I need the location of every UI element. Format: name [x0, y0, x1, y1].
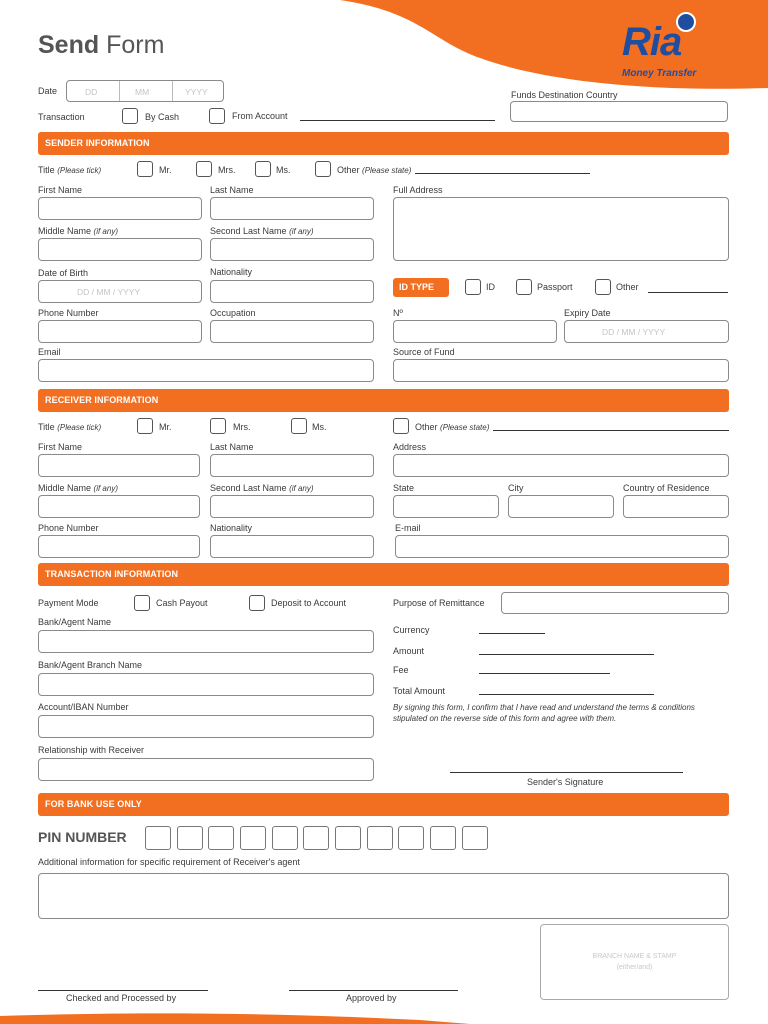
receiver-other-checkbox[interactable]	[393, 418, 409, 434]
payment-mode-label: Payment Mode	[38, 598, 99, 608]
receiver-other-line[interactable]	[493, 430, 729, 431]
expiry-date-placeholder: DD / MM / YYYY	[602, 327, 666, 337]
pin-digit-9[interactable]	[398, 826, 424, 850]
receiver-state-label: State	[393, 483, 415, 493]
sender-second-last-name-label: Second Last Name (if any)	[210, 226, 314, 236]
sender-occupation-field[interactable]	[210, 320, 374, 343]
sender-title-label: Title (Please tick)	[38, 165, 102, 175]
receiver-ms-checkbox[interactable]	[291, 418, 307, 434]
branch-label: Bank/Agent Branch Name	[38, 660, 143, 670]
receiver-phone-field[interactable]	[38, 535, 200, 558]
account-iban-field[interactable]	[38, 715, 374, 738]
sender-full-address-field[interactable]	[393, 197, 729, 261]
fee-line[interactable]	[479, 669, 610, 674]
receiver-state-field[interactable]	[393, 495, 499, 518]
sender-last-name-label: Last Name	[210, 185, 254, 195]
receiver-first-name-label: First Name	[38, 442, 83, 452]
expiry-date-field[interactable]	[564, 320, 729, 343]
page-title-rest: Form	[106, 31, 165, 59]
sender-dob-field[interactable]	[38, 280, 202, 303]
branch-stamp-subtext: (either/and)	[616, 964, 653, 971]
receiver-middle-name-field[interactable]	[38, 495, 200, 518]
bank-use-bar-text: FOR BANK USE ONLY	[45, 799, 142, 809]
passport-label: Passport	[537, 282, 573, 292]
receiver-mrs-label: Mrs.	[233, 422, 251, 432]
date-label: Date	[38, 86, 58, 96]
pin-digit-11[interactable]	[462, 826, 488, 850]
total-amount-label: Total Amount	[393, 686, 446, 696]
consent-text: By signing this form, I confirm that I have read and understand the terms & conditions stipulated on the reverse side of this form and agree with them.	[393, 703, 695, 723]
approved-by-line[interactable]	[289, 990, 458, 991]
sender-occupation-label: Occupation	[210, 308, 256, 318]
receiver-title-label: Title (Please tick)	[38, 422, 102, 432]
receiver-nationality-field[interactable]	[210, 535, 374, 558]
date-dd-placeholder: DD	[85, 87, 98, 97]
id-checkbox[interactable]	[465, 279, 481, 295]
funds-destination-field[interactable]	[510, 101, 728, 122]
receiver-nationality-label: Nationality	[210, 523, 253, 533]
signature-label: Sender's Signature	[527, 777, 604, 787]
passport-checkbox[interactable]	[516, 279, 532, 295]
sender-nationality-label: Nationality	[210, 267, 253, 277]
receiver-city-label: City	[508, 483, 524, 493]
purpose-label: Purpose of Remittance	[393, 598, 485, 608]
sender-ms-checkbox[interactable]	[255, 161, 271, 177]
sender-phone-label: Phone Number	[38, 308, 99, 318]
deposit-to-account-checkbox[interactable]	[249, 595, 265, 611]
id-other-label: Other	[616, 282, 639, 292]
transaction-label: Transaction	[38, 112, 85, 122]
expiry-date-label: Expiry Date	[564, 308, 611, 318]
sender-full-address-label: Full Address	[393, 185, 443, 195]
footer-swoosh	[0, 1008, 768, 1024]
transaction-bar-text: TRANSACTION INFORMATION	[45, 569, 179, 579]
sender-email-field[interactable]	[38, 359, 374, 382]
receiver-country-label: Country of Residence	[623, 483, 710, 493]
branch-stamp-box	[540, 924, 729, 1000]
sender-mr-checkbox[interactable]	[137, 161, 153, 177]
purpose-field[interactable]	[501, 592, 729, 614]
sender-other-line[interactable]	[415, 173, 590, 174]
receiver-first-name-field[interactable]	[38, 454, 200, 477]
branch-field[interactable]	[38, 673, 374, 696]
date-field[interactable]	[66, 80, 224, 102]
ria-logo	[620, 14, 730, 84]
id-number-field[interactable]	[393, 320, 557, 343]
approved-by-label: Approved by	[346, 993, 397, 1003]
pin-digit-10[interactable]	[430, 826, 456, 850]
from-account-line[interactable]	[300, 116, 495, 121]
pin-digit-6[interactable]	[303, 826, 329, 850]
receiver-last-name-label: Last Name	[210, 442, 254, 452]
id-other-line[interactable]	[648, 292, 728, 293]
sender-dob-placeholder: DD / MM / YYYY	[77, 287, 141, 297]
receiver-bar-text: RECEIVER INFORMATION	[45, 395, 159, 405]
sender-middle-name-label: Middle Name (if any)	[38, 226, 118, 236]
sender-email-label: Email	[38, 347, 61, 357]
logo-text: Ria	[622, 20, 682, 64]
pin-digit-1[interactable]	[145, 826, 171, 850]
id-type-text: ID TYPE	[399, 282, 435, 292]
page-title-bold: Send	[38, 31, 100, 59]
relationship-field[interactable]	[38, 758, 374, 781]
bank-agent-field[interactable]	[38, 630, 374, 653]
receiver-second-last-name-field[interactable]	[210, 495, 374, 518]
total-amount-line[interactable]	[479, 690, 654, 695]
pin-digit-3[interactable]	[208, 826, 234, 850]
sender-dob-label: Date of Birth	[38, 268, 89, 278]
sender-mrs-label: Mrs.	[218, 165, 236, 175]
pin-number-label: PIN NUMBER	[38, 829, 127, 845]
page-title	[38, 31, 164, 60]
sender-first-name-field[interactable]	[38, 197, 202, 220]
currency-label: Currency	[393, 625, 430, 635]
receiver-phone-label: Phone Number	[38, 523, 99, 533]
transaction-section-bar	[38, 563, 729, 586]
sender-mr-label: Mr.	[159, 165, 172, 175]
additional-info-label: Additional information for specific requirement of Receiver's agent	[38, 857, 300, 867]
sender-other-label: Other (Please state)	[337, 165, 412, 175]
receiver-other-label: Other (Please state)	[415, 422, 490, 432]
pin-digit-8[interactable]	[367, 826, 393, 850]
receiver-ms-label: Ms.	[312, 422, 327, 432]
checked-by-line[interactable]	[38, 990, 208, 991]
cash-payout-label: Cash Payout	[156, 598, 208, 608]
sender-bar-text: SENDER INFORMATION	[45, 138, 150, 148]
source-of-fund-label: Source of Fund	[393, 347, 455, 357]
bank-use-section-bar	[38, 793, 729, 816]
receiver-mr-label: Mr.	[159, 422, 172, 432]
receiver-mrs-checkbox[interactable]	[210, 418, 226, 434]
fee-label: Fee	[393, 665, 409, 675]
receiver-city-field[interactable]	[508, 495, 614, 518]
receiver-second-last-name-label: Second Last Name (if any)	[210, 483, 314, 493]
id-label: ID	[486, 282, 495, 292]
sender-mrs-checkbox[interactable]	[196, 161, 212, 177]
bank-agent-label: Bank/Agent Name	[38, 617, 112, 627]
id-other-checkbox[interactable]	[595, 279, 611, 295]
receiver-middle-name-label: Middle Name (if any)	[38, 483, 118, 493]
by-cash-checkbox[interactable]	[122, 108, 138, 124]
id-number-label: Nº	[393, 308, 403, 318]
sender-first-name-label: First Name	[38, 185, 83, 195]
relationship-label: Relationship with Receiver	[38, 745, 145, 755]
funds-destination-label: Funds Destination Country	[511, 90, 618, 100]
pin-digit-7[interactable]	[335, 826, 361, 850]
source-of-fund-field[interactable]	[393, 359, 729, 382]
cash-payout-checkbox[interactable]	[134, 595, 150, 611]
amount-line[interactable]	[479, 650, 654, 655]
pin-digit-5[interactable]	[272, 826, 298, 850]
receiver-section-bar	[38, 389, 729, 412]
receiver-address-field[interactable]	[393, 454, 729, 477]
sender-second-last-name-field[interactable]	[210, 238, 374, 261]
checked-by-label: Checked and Processed by	[66, 993, 177, 1003]
logo-subtext: Money Transfer	[622, 68, 697, 79]
deposit-to-account-label: Deposit to Account	[271, 598, 347, 608]
receiver-email-field[interactable]	[395, 535, 729, 558]
receiver-mr-checkbox[interactable]	[137, 418, 153, 434]
from-account-label: From Account	[232, 111, 288, 121]
receiver-email-label: E-mail	[395, 523, 421, 533]
branch-stamp-text: BRANCH NAME & STAMP	[592, 953, 677, 960]
sender-section-bar	[38, 132, 729, 155]
receiver-country-field[interactable]	[623, 495, 729, 518]
pin-digit-2[interactable]	[177, 826, 203, 850]
sender-last-name-field[interactable]	[210, 197, 374, 220]
sender-middle-name-field[interactable]	[38, 238, 202, 261]
additional-info-field[interactable]	[38, 873, 729, 919]
date-mm-placeholder: MM	[135, 87, 150, 97]
pin-digit-4[interactable]	[240, 826, 266, 850]
date-yyyy-placeholder: YYYY	[185, 87, 208, 97]
sender-nationality-field[interactable]	[210, 280, 374, 303]
amount-label: Amount	[393, 646, 425, 656]
signature-line[interactable]	[450, 772, 683, 773]
sender-other-checkbox[interactable]	[315, 161, 331, 177]
id-type-badge	[393, 278, 449, 297]
receiver-address-label: Address	[393, 442, 427, 452]
account-iban-label: Account/IBAN Number	[38, 702, 129, 712]
sender-ms-label: Ms.	[276, 165, 291, 175]
by-cash-label: By Cash	[145, 112, 180, 122]
receiver-last-name-field[interactable]	[210, 454, 374, 477]
currency-line[interactable]	[479, 629, 545, 634]
sender-phone-field[interactable]	[38, 320, 202, 343]
from-account-checkbox[interactable]	[209, 108, 225, 124]
